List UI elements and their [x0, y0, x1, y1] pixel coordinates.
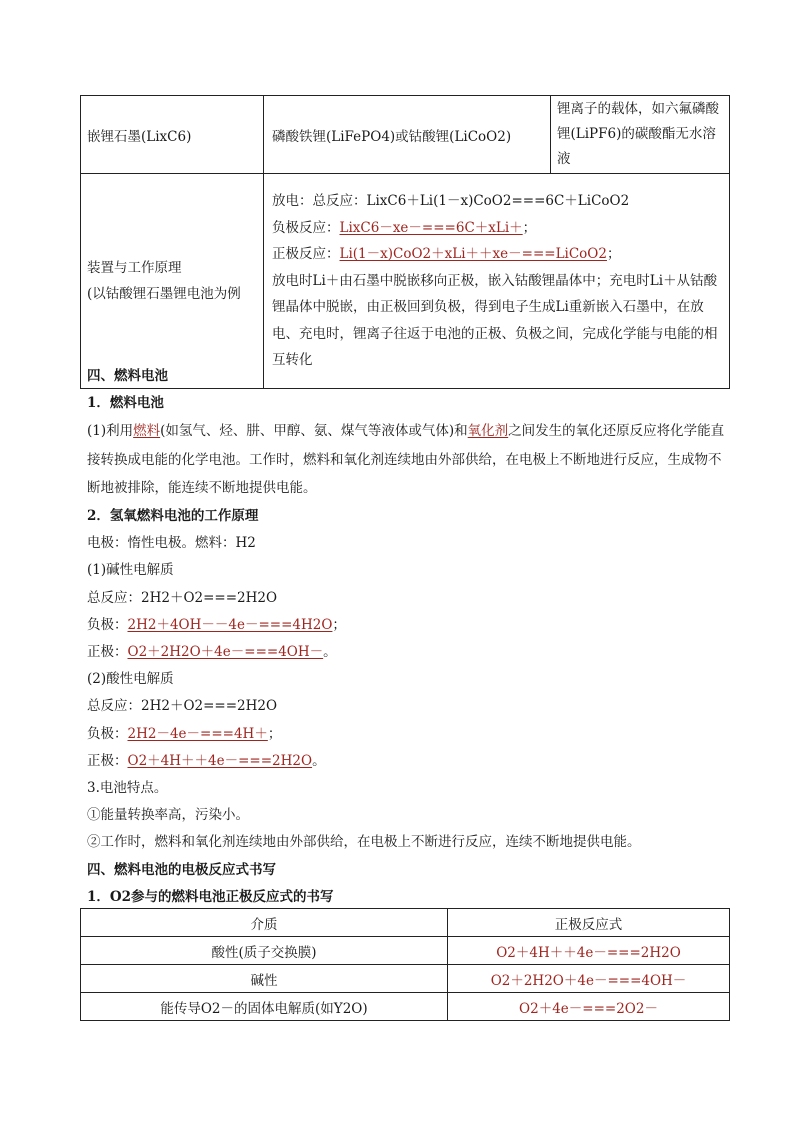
answer-fuel: 燃料	[133, 423, 161, 440]
alkaline-negative-line	[87, 612, 732, 639]
acid-total-reaction: 总反应：2H2＋O2===2H2O	[87, 698, 278, 715]
table-row	[81, 937, 730, 965]
table-row	[81, 965, 730, 993]
definition-text-b: (如氢气、烃、肼、甲醇、氨、煤气等液体或气体)和	[160, 423, 468, 440]
alkaline-negative-end: ；	[332, 616, 346, 633]
principle-description: 放电时Li＋由石墨中脱嵌移向正极，嵌入钴酸锂晶体中；充电时Li＋从钴酸锂晶体中脱嵌，由正极回到负极，得到电子生成Li重新嵌入石墨中，在放电、充电时，锂离子往返于电池的正极、负极之间，完成化学能与电能的相互转化	[272, 272, 718, 369]
acid-positive-end: 。	[312, 752, 326, 769]
cell-electrolyte	[551, 96, 730, 174]
alkaline-positive-end: 。	[323, 643, 337, 660]
alkaline-total-reaction: 总反应：2H2＋O2===2H2O	[87, 589, 278, 606]
fuel-cell-definition	[87, 417, 732, 503]
section-heading-fuel-cell: 四、燃料电池	[87, 368, 168, 384]
cell-cathode-material	[264, 96, 551, 174]
cathode-reaction-line	[272, 241, 728, 268]
definition-text-a: (1)利用	[87, 423, 134, 440]
acid-negative-line	[87, 721, 732, 748]
principle-label-line1: 装置与工作原理	[87, 260, 182, 276]
subheading-hydrogen-oxygen: 2．氢氧燃料电池的工作原理	[87, 507, 259, 524]
equation-cell: O2＋4H＋＋4e－===2H2O	[448, 937, 730, 965]
cathode-reaction-label: 正极反应：	[272, 246, 340, 263]
subheading-fuel-cell: 1．燃料电池	[87, 395, 164, 412]
acid-negative-end: ；	[267, 725, 282, 742]
cell-principle-label	[81, 174, 264, 389]
alkaline-negative-answer: 2H2＋4OH－－4e－===4H2O	[127, 616, 333, 633]
electrolyte-text: 锂离子的载体，如六氟磷酸锂(LiPF6)的碳酸酯无水溶液	[557, 101, 719, 167]
features-title: 3.电池特点。	[87, 779, 168, 796]
acid-positive-label: 正极：	[87, 752, 128, 769]
alkaline-positive-line	[87, 639, 732, 666]
principle-label-line2: (以钴酸锂石墨锂电池为例	[87, 286, 241, 302]
alkaline-positive-answer: O2＋2H2O＋4e－===4OH－	[127, 643, 324, 660]
anode-reaction-line	[272, 215, 728, 242]
alkaline-positive-label: 正极：	[87, 643, 128, 660]
acid-negative-answer: 2H2－4e－===4H＋	[127, 725, 268, 742]
main-content	[87, 363, 732, 911]
anode-material-text: 嵌锂石墨(LixC6)	[87, 128, 192, 145]
table-row	[81, 993, 730, 1021]
acid-positive-line	[87, 748, 732, 775]
acid-title: (2)酸性电解质	[87, 671, 174, 688]
alkaline-negative-label: 负极：	[87, 616, 128, 633]
acid-negative-label: 负极：	[87, 725, 128, 742]
anode-reaction-label: 负极反应：	[272, 219, 340, 236]
electrode-fuel-line: 电极：惰性电极。燃料：H2	[87, 535, 256, 552]
equation-cell: O2＋4e－===2O2－	[448, 993, 730, 1021]
definition-text-c: 之间发生的氧化还原反应将化学能直接转换成电能的化学电池。工作时，燃料和氧化剂连续地由外部供给，在电极上不断地进行反应，生成物不断地被排除，能连续不断地提供电能。	[87, 423, 725, 497]
medium-cell: 能传导O2－的固体电解质(如Y2O)	[81, 993, 448, 1021]
cathode-reaction-end: ；	[606, 246, 621, 263]
medium-cell: 碱性	[81, 965, 448, 993]
discharge-total-reaction: 放电：总反应：LixC6＋Li(1－x)CoO2===6C＋LiCoO2	[272, 193, 630, 210]
cathode-reaction-answer: Li(1－x)CoO2＋xLi＋＋xe－===LiCoO2	[339, 246, 607, 263]
cell-anode-material	[81, 96, 264, 174]
battery-info-table	[80, 95, 730, 389]
anode-reaction-answer: LixC6－xe－===6C＋xLi＋	[339, 219, 523, 236]
cathode-material-text: 磷酸铁锂(LiFePO4)或钴酸锂(LiCoO2)	[272, 128, 512, 145]
answer-oxidant: 氧化剂	[467, 423, 509, 440]
alkaline-title: (1)碱性电解质	[87, 562, 174, 579]
subheading-o2-positive: 1．O2参与的燃料电池正极反应式的书写	[87, 888, 334, 905]
equation-cell: O2＋2H2O＋4e－===4OH－	[448, 965, 730, 993]
feature-item-1: ①能量转换率高，污染小。	[87, 807, 249, 824]
feature-item-2: ②工作时，燃料和氧化剂连续地由外部供给，在电极上不断进行反应，连续不断地提供电能。	[87, 834, 641, 851]
section-heading-electrode-equations: 四、燃料电池的电极反应式书写	[87, 861, 276, 878]
positive-electrode-table	[80, 908, 730, 1021]
header-medium: 介质	[81, 909, 448, 937]
cell-principle-content	[264, 174, 730, 389]
anode-reaction-end: ；	[522, 219, 537, 236]
acid-positive-answer: O2＋4H＋＋4e－===2H2O	[127, 752, 313, 769]
medium-cell: 酸性(质子交换膜)	[81, 937, 448, 965]
header-positive-equation: 正极反应式	[448, 909, 730, 937]
